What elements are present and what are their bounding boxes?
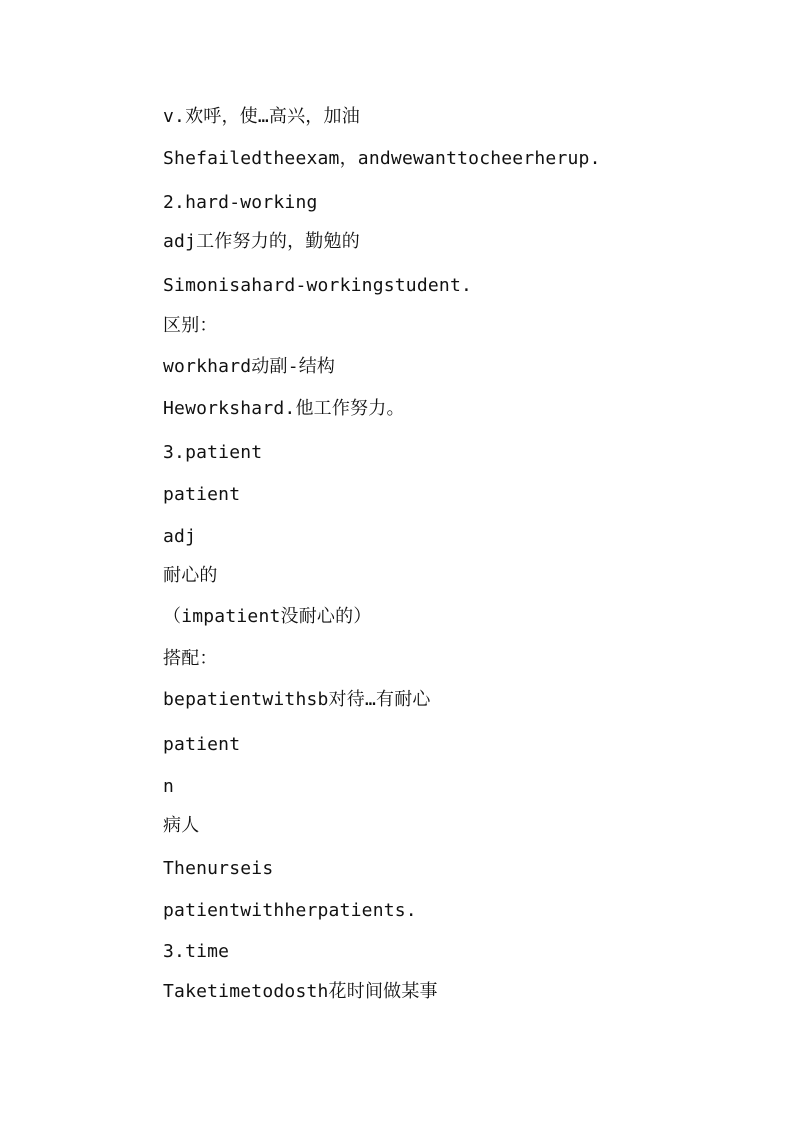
text-line: 病人 bbox=[163, 815, 200, 836]
text-line: Heworkshard.他工作努力。 bbox=[163, 398, 405, 419]
text-line: n bbox=[163, 776, 175, 797]
text-line: 区别： bbox=[163, 315, 218, 336]
text-line: 3.time bbox=[163, 941, 230, 962]
text-line: Thenurseis bbox=[163, 858, 274, 879]
text-line: Simonisahard-workingstudent. bbox=[163, 275, 473, 296]
text-line: （impatient没耐心的） bbox=[163, 606, 372, 627]
text-line: patient bbox=[163, 734, 241, 755]
text-line: 搭配： bbox=[163, 648, 218, 669]
text-line: bepatientwithsb对待…有耐心 bbox=[163, 689, 431, 710]
text-line: workhard动副-结构 bbox=[163, 356, 336, 377]
text-line: 3.patient bbox=[163, 442, 263, 463]
text-line: patientwithherpatients. bbox=[163, 900, 417, 921]
text-line: adj工作努力的，勤勉的 bbox=[163, 231, 360, 252]
text-line: Taketimetodosth花时间做某事 bbox=[163, 981, 438, 1002]
text-line: 耐心的 bbox=[163, 565, 218, 586]
text-line: Shefailedtheexam，andwewanttocheerherup. bbox=[163, 148, 601, 169]
text-line: 2.hard-working bbox=[163, 192, 318, 213]
text-line: adj bbox=[163, 526, 197, 547]
text-line: patient bbox=[163, 484, 241, 505]
text-line: v.欢呼，使…高兴，加油 bbox=[163, 106, 360, 127]
